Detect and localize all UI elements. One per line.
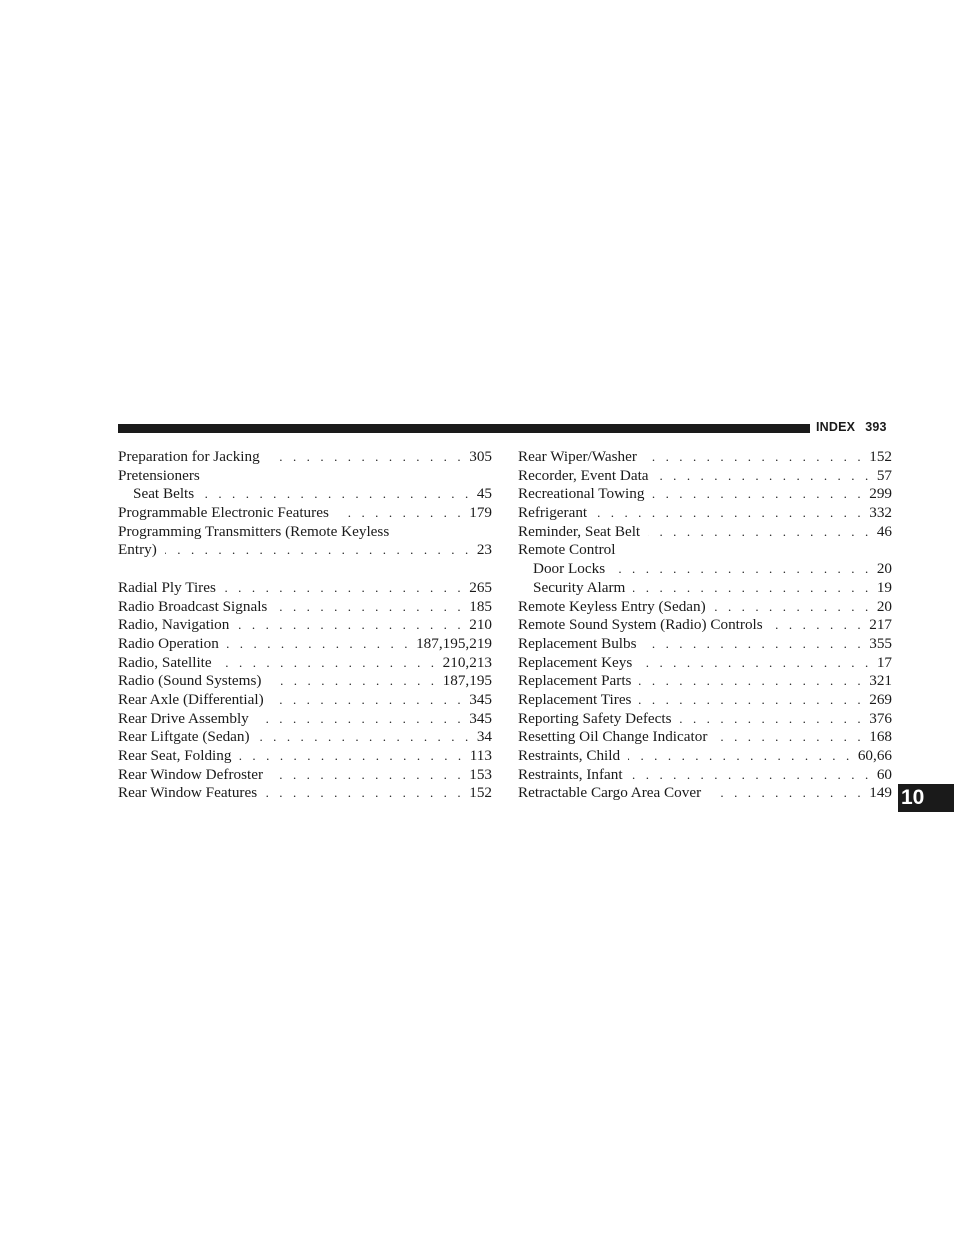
index-pages: 269 bbox=[869, 690, 892, 708]
index-column-left bbox=[118, 448, 492, 803]
index-pages: 345 bbox=[469, 690, 492, 708]
dot-leader bbox=[265, 784, 464, 803]
index-pages: 299 bbox=[869, 485, 892, 503]
index-pages: 152 bbox=[869, 448, 892, 465]
index-pages: 265 bbox=[469, 578, 492, 596]
index-entry bbox=[518, 485, 892, 504]
index-entry bbox=[118, 728, 492, 747]
index-entry bbox=[518, 728, 892, 747]
index-pages: 376 bbox=[869, 709, 892, 727]
running-header bbox=[816, 420, 887, 434]
dot-leader bbox=[268, 448, 465, 467]
index-term: Replacement Tires bbox=[518, 690, 632, 708]
index-term: Rear Window Features bbox=[118, 784, 258, 802]
index-pages: 321 bbox=[869, 672, 892, 690]
index-entry bbox=[518, 448, 892, 467]
dot-leader bbox=[220, 654, 438, 673]
chapter-tab: 10 bbox=[898, 784, 954, 812]
index-spacer bbox=[118, 560, 492, 579]
dot-leader bbox=[239, 747, 464, 766]
index-pages: 210 bbox=[469, 616, 492, 634]
index-pages: 60 bbox=[876, 765, 892, 783]
index-entry bbox=[518, 467, 892, 486]
index-term: Radio Broadcast Signals bbox=[118, 597, 268, 615]
index-entry bbox=[118, 766, 492, 785]
index-entry bbox=[118, 467, 492, 486]
dot-leader bbox=[202, 485, 472, 504]
index-entry bbox=[518, 654, 892, 673]
index-term: Reporting Safety Defects bbox=[518, 709, 672, 727]
index-term: Door Locks bbox=[533, 560, 606, 578]
index-pages: 149 bbox=[869, 784, 892, 802]
index-entry bbox=[118, 654, 492, 673]
dot-leader bbox=[275, 598, 464, 617]
index-pages: 153 bbox=[469, 765, 492, 783]
index-pages: 60,66 bbox=[857, 747, 892, 764]
index-term: Radial Ply Tires bbox=[118, 578, 216, 596]
index-term: Rear Drive Assembly bbox=[118, 709, 249, 727]
dot-leader bbox=[165, 541, 472, 560]
index-term: Rear Seat, Folding bbox=[118, 747, 232, 764]
dot-leader bbox=[628, 747, 853, 766]
index-term: Remote Keyless Entry (Sedan) bbox=[518, 597, 706, 615]
dot-leader bbox=[771, 616, 865, 635]
index-term: Refrigerant bbox=[518, 504, 588, 522]
index-term: Entry) bbox=[118, 541, 157, 559]
index-entry bbox=[118, 747, 492, 766]
index-term: Rear Liftgate (Sedan) bbox=[118, 728, 250, 746]
index-term: Preparation for Jacking bbox=[118, 448, 260, 465]
index-pages: 168 bbox=[869, 728, 892, 746]
index-term: Programmable Electronic Features bbox=[118, 504, 329, 522]
index-term: Security Alarm bbox=[533, 578, 626, 596]
index-entry bbox=[118, 523, 492, 542]
dot-leader bbox=[269, 672, 437, 691]
index-pages: 57 bbox=[876, 466, 892, 484]
index-entry bbox=[518, 691, 892, 710]
header-rule bbox=[118, 424, 810, 433]
index-entry bbox=[118, 672, 492, 691]
index-pages: 34 bbox=[476, 728, 492, 746]
index-pages: 19 bbox=[876, 578, 892, 596]
index-entry bbox=[118, 598, 492, 617]
dot-leader bbox=[271, 766, 464, 785]
header-section: INDEX bbox=[816, 420, 856, 434]
index-term: Seat Belts bbox=[133, 485, 195, 503]
index-term: Retractable Cargo Area Cover bbox=[518, 784, 702, 802]
index-term: Radio (Sound Systems) bbox=[118, 672, 262, 690]
index-term: Programming Transmitters (Remote Keyless bbox=[118, 522, 390, 540]
index-term: Restraints, Infant bbox=[518, 765, 623, 783]
index-term: Reminder, Seat Belt bbox=[518, 522, 641, 540]
index-pages: 210,213 bbox=[442, 653, 492, 671]
index-term: Replacement Keys bbox=[518, 653, 633, 671]
dot-leader bbox=[633, 579, 871, 598]
index-entry bbox=[518, 523, 892, 542]
index-pages: 217 bbox=[869, 616, 892, 634]
dot-leader bbox=[639, 672, 864, 691]
index-term: Recreational Towing bbox=[518, 485, 645, 503]
index-pages: 20 bbox=[876, 597, 892, 615]
dot-leader bbox=[657, 467, 872, 486]
index-entry bbox=[518, 616, 892, 635]
dot-leader bbox=[595, 504, 864, 523]
index-pages: 332 bbox=[869, 504, 892, 522]
index-pages: 179 bbox=[469, 504, 492, 522]
dot-leader bbox=[227, 635, 411, 654]
dot-leader bbox=[631, 766, 872, 785]
index-entry bbox=[518, 504, 892, 523]
index-entry bbox=[118, 504, 492, 523]
dot-leader bbox=[613, 560, 872, 579]
index-entry bbox=[518, 579, 892, 598]
index-pages: 305 bbox=[469, 448, 492, 465]
index-entry bbox=[518, 784, 892, 803]
index-entry bbox=[118, 541, 492, 560]
dot-leader bbox=[645, 635, 865, 654]
dot-leader bbox=[709, 784, 864, 803]
dot-leader bbox=[272, 691, 465, 710]
header-page-number: 393 bbox=[865, 420, 887, 434]
index-term: Rear Window Defroster bbox=[118, 765, 264, 783]
index-term: Resetting Oil Change Indicator bbox=[518, 728, 708, 746]
index-term: Radio, Navigation bbox=[118, 616, 230, 634]
dot-leader bbox=[257, 710, 464, 729]
index-pages: 45 bbox=[476, 485, 492, 503]
index-pages: 185 bbox=[469, 597, 492, 615]
index-term: Radio, Satellite bbox=[118, 653, 212, 671]
dot-leader bbox=[337, 504, 464, 523]
index-entry bbox=[518, 766, 892, 785]
dot-leader bbox=[237, 616, 464, 635]
index-entry bbox=[118, 616, 492, 635]
index-entry bbox=[118, 691, 492, 710]
index-term: Replacement Parts bbox=[518, 672, 632, 690]
dot-leader bbox=[639, 691, 864, 710]
index-pages: 23 bbox=[476, 541, 492, 559]
index-pages: 20 bbox=[876, 560, 892, 578]
index-pages: 113 bbox=[469, 747, 492, 764]
index-term: Remote Control bbox=[518, 541, 616, 559]
index-entry bbox=[518, 560, 892, 579]
index-term: Replacement Bulbs bbox=[518, 634, 637, 652]
index-entry bbox=[118, 784, 492, 803]
index-term: Radio Operation bbox=[118, 634, 219, 652]
index-entry bbox=[518, 672, 892, 691]
index-entry bbox=[118, 485, 492, 504]
index-term: Rear Axle (Differential) bbox=[118, 690, 264, 708]
dot-leader bbox=[258, 728, 472, 747]
index-entry bbox=[118, 635, 492, 654]
dot-leader bbox=[645, 448, 864, 467]
index-entry bbox=[118, 448, 492, 467]
dot-leader bbox=[714, 598, 872, 617]
index-pages: 187,195,219 bbox=[416, 634, 492, 652]
index-pages: 46 bbox=[876, 522, 892, 540]
index-pages: 187,195 bbox=[442, 672, 492, 690]
index-entry bbox=[518, 541, 892, 560]
index-term: Rear Wiper/Washer bbox=[518, 448, 637, 465]
index-entry bbox=[518, 710, 892, 729]
index-pages: 345 bbox=[469, 709, 492, 727]
index-term: Pretensioners bbox=[118, 466, 200, 484]
index-term: Restraints, Child bbox=[518, 747, 621, 764]
index-pages: 152 bbox=[469, 784, 492, 802]
index-term: Remote Sound System (Radio) Controls bbox=[518, 616, 763, 634]
index-pages: 355 bbox=[869, 634, 892, 652]
dot-leader bbox=[680, 710, 865, 729]
dot-leader bbox=[648, 523, 872, 542]
dot-leader bbox=[224, 579, 464, 598]
dot-leader bbox=[715, 728, 864, 747]
index-column-right bbox=[518, 448, 892, 803]
index-entry bbox=[518, 635, 892, 654]
index-entry bbox=[518, 747, 892, 766]
index-entry bbox=[518, 598, 892, 617]
dot-leader bbox=[652, 485, 864, 504]
index-term: Recorder, Event Data bbox=[518, 466, 649, 484]
index-entry bbox=[118, 579, 492, 598]
index-pages: 17 bbox=[876, 653, 892, 671]
index-entry bbox=[118, 710, 492, 729]
dot-leader bbox=[640, 654, 872, 673]
